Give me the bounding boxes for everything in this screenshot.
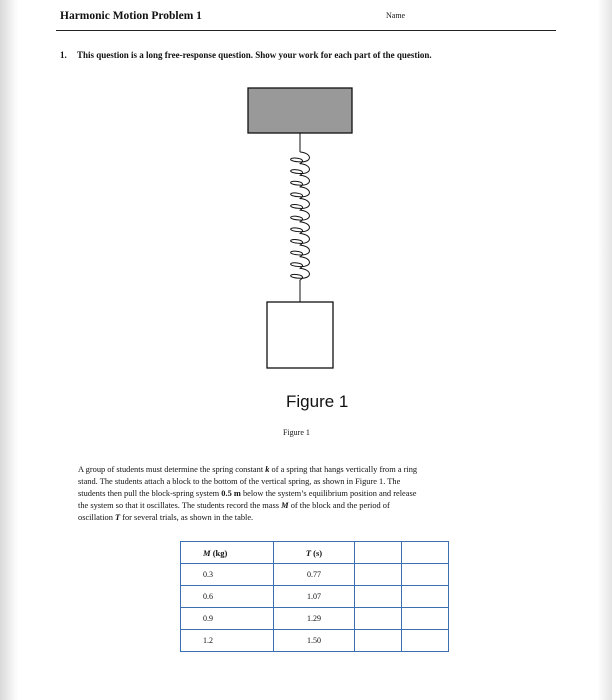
cell-blank xyxy=(402,564,449,586)
cell-period: 1.29 xyxy=(274,608,355,630)
cell-blank xyxy=(402,630,449,652)
cell-blank xyxy=(402,586,449,608)
table-row xyxy=(181,630,449,652)
table-row xyxy=(181,564,449,586)
cell-mass: 0.3 xyxy=(181,564,274,586)
cell-blank xyxy=(402,608,449,630)
question-number: 1. xyxy=(60,50,67,60)
table-header-row xyxy=(181,542,449,564)
paragraph-line: stand. The students attach a block to the bottom of the vertical spring, as shown in Figure 1. The xyxy=(78,477,401,486)
cell-blank xyxy=(355,564,402,586)
cell-blank xyxy=(355,586,402,608)
paragraph-line: the system so that it oscillates. The students record the mass M of the block and the period of xyxy=(78,501,390,510)
page-header xyxy=(56,10,556,32)
hanging-block xyxy=(267,302,333,368)
cell-mass: 1.2 xyxy=(181,630,274,652)
paragraph-line: A group of students must determine the spring constant k of a spring that hangs vertically from a ring xyxy=(78,465,418,474)
header-blank-2 xyxy=(402,542,449,564)
cell-mass: 0.9 xyxy=(181,608,274,630)
cell-mass: 0.6 xyxy=(181,586,274,608)
spring-block-figure xyxy=(240,84,360,384)
cell-period: 0.77 xyxy=(274,564,355,586)
cell-period: 1.50 xyxy=(274,630,355,652)
cell-blank xyxy=(355,630,402,652)
question-text: This question is a long free-response question. Show your work for each part of the question. xyxy=(77,50,432,60)
table-row xyxy=(181,586,449,608)
page-right-shadow xyxy=(598,0,612,700)
page-title: Harmonic Motion Problem 1 xyxy=(60,10,202,22)
header-divider xyxy=(56,30,556,31)
table-row xyxy=(181,608,449,630)
page-left-shadow xyxy=(0,0,18,700)
paragraph-line: oscillation T for several trials, as shown in the table. xyxy=(78,513,254,522)
spring-coils xyxy=(291,152,310,280)
problem-description xyxy=(78,464,528,524)
paragraph-line: students then pull the block-spring system 0.5 m below the system’s equilibrium position and release xyxy=(78,489,417,498)
figure-caption-large: Figure 1 xyxy=(286,392,349,411)
figure-caption-small: Figure 1 xyxy=(283,428,310,437)
name-label: Name xyxy=(386,11,406,20)
header-period: T (s) xyxy=(274,542,355,564)
cell-period: 1.07 xyxy=(274,586,355,608)
ring-stand-support xyxy=(248,88,352,133)
mass-period-table xyxy=(180,541,449,652)
cell-blank xyxy=(355,608,402,630)
header-mass: M (kg) xyxy=(181,542,274,564)
header-blank-1 xyxy=(355,542,402,564)
